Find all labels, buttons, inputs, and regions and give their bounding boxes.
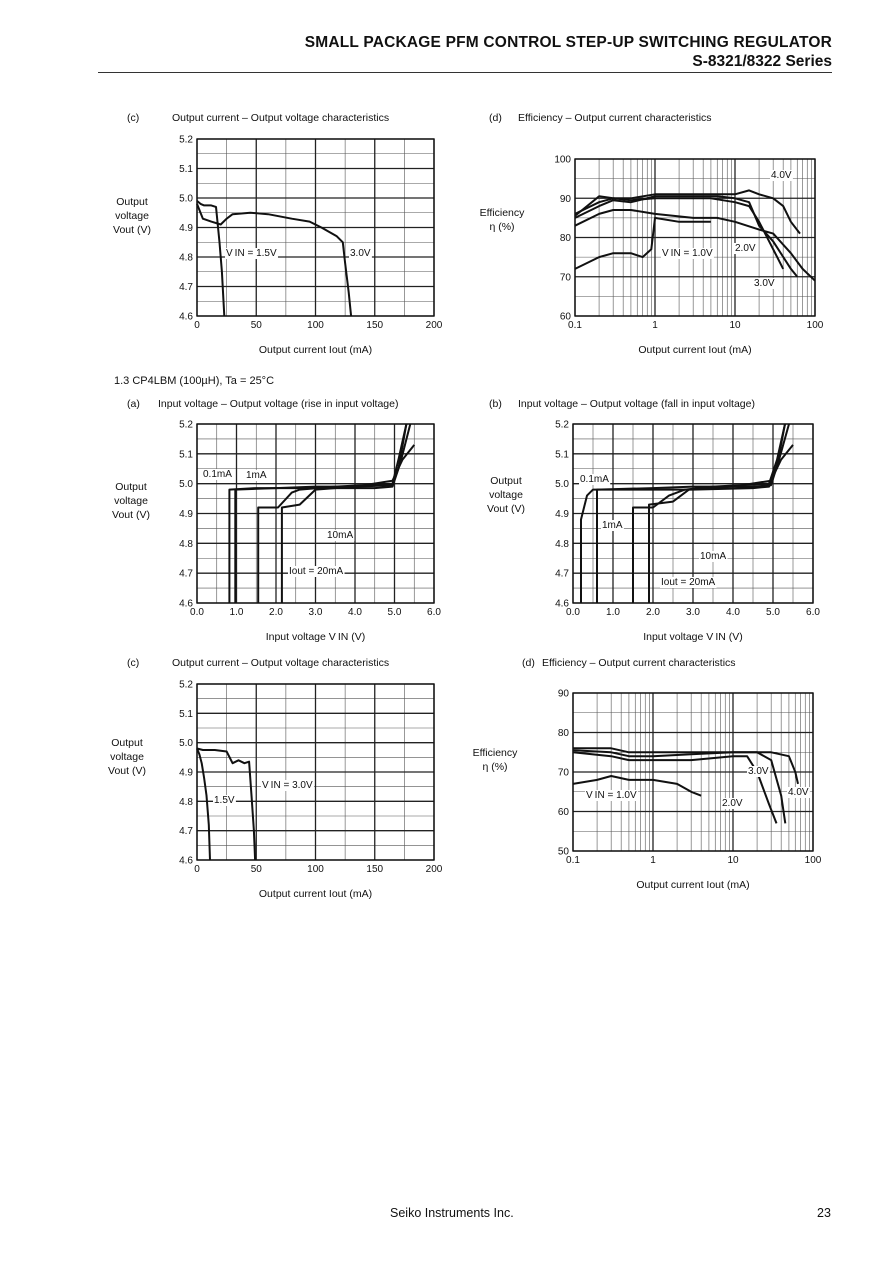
- series-annotation: 1mA: [602, 520, 623, 531]
- series-annotation: 1.5V: [214, 795, 235, 806]
- chart-title: Efficiency – Output current characteristics: [542, 657, 736, 669]
- x-tick-label: 6.0: [427, 607, 441, 618]
- y-axis-label: Output: [115, 481, 147, 493]
- y-tick-label: 5.1: [179, 449, 193, 461]
- series-annotation: 4.0V: [771, 170, 792, 181]
- x-tick-label: 5.0: [766, 607, 780, 618]
- series-annotation: 4.0V: [788, 787, 809, 798]
- chart-letter: (c): [127, 657, 140, 669]
- chart-a2: [112, 398, 441, 643]
- chart-title: Input voltage – Output voltage (rise in input voltage): [158, 398, 399, 410]
- series-line: [197, 749, 210, 861]
- y-axis-label: Output: [111, 737, 143, 749]
- y-tick-label: 5.0: [555, 479, 569, 491]
- series-annotation: 0.1mA: [203, 469, 232, 480]
- chart-grid: [197, 684, 434, 860]
- chart-c2: [108, 657, 443, 900]
- chart-letter: (a): [127, 398, 140, 410]
- x-tick-label: 200: [425, 320, 443, 331]
- x-tick-label: 1.0: [229, 607, 244, 618]
- chart-title: Efficiency – Output current characteristics: [518, 112, 712, 124]
- x-tick-label: 0.0: [190, 607, 204, 618]
- x-tick-label: 0: [194, 864, 200, 875]
- y-tick-label: 80: [557, 728, 569, 739]
- x-axis-label: Output current Iout (mA): [258, 344, 373, 356]
- x-tick-label: 200: [425, 864, 443, 875]
- footer-company: Seiko Instruments Inc.: [390, 1206, 514, 1220]
- y-tick-label: 4.9: [179, 767, 193, 779]
- x-tick-label: 100: [806, 320, 824, 331]
- y-tick-label: 90: [557, 688, 569, 700]
- y-axis-label: Output: [490, 475, 522, 487]
- y-tick-label: 5.2: [179, 679, 193, 691]
- chart-letter: (b): [489, 398, 502, 410]
- x-axis-label: Input voltage V IN (V): [643, 631, 743, 643]
- chart-d1: [480, 112, 824, 356]
- y-axis-label: voltage: [114, 495, 148, 507]
- series-annotation: Iout = 20mA: [289, 566, 344, 577]
- x-tick-label: 1: [652, 320, 658, 331]
- chart-title: Output current – Output voltage characteristics: [172, 112, 390, 124]
- series-line: [197, 201, 224, 316]
- y-tick-label: 5.2: [555, 419, 569, 431]
- x-tick-label: 3.0: [686, 607, 700, 618]
- y-axis-label: voltage: [110, 751, 144, 763]
- y-tick-label: 4.7: [179, 826, 193, 838]
- chart-grid: [573, 693, 813, 851]
- x-tick-label: 4.0: [348, 607, 362, 618]
- x-tick-label: 5.0: [387, 607, 402, 618]
- series-annotation: 3.0V: [754, 278, 775, 289]
- y-tick-label: 5.2: [179, 419, 193, 431]
- series-annotation: 0.1mA: [580, 474, 609, 485]
- series-line: [575, 196, 797, 276]
- x-axis-label: Input voltage V IN (V): [265, 631, 366, 643]
- section-label: 1.3 CP4LBM (100µH), Ta = 25°C: [114, 375, 275, 387]
- series-annotation: 3.0V: [350, 248, 371, 259]
- x-tick-label: 3.0: [308, 607, 323, 618]
- y-tick-label: 4.8: [179, 796, 193, 808]
- y-axis-label: Efficiency: [472, 747, 518, 759]
- chart-grid: [575, 159, 815, 316]
- x-tick-label: 1.0: [606, 607, 620, 618]
- header-series: S-8321/8322 Series: [692, 53, 832, 70]
- chart-b2: [487, 398, 820, 643]
- chart-letter: (c): [127, 112, 140, 124]
- series-annotation: V IN = 1.0V: [662, 248, 713, 259]
- series-line: [573, 752, 777, 823]
- y-tick-label: 4.7: [179, 282, 193, 293]
- y-tick-label: 5.0: [179, 193, 193, 205]
- series-annotation: Iout = 20mA: [661, 577, 716, 588]
- series-annotation: V IN = 1.0V: [586, 790, 637, 801]
- x-tick-label: 0: [194, 320, 200, 331]
- x-tick-label: 0.1: [568, 320, 582, 331]
- y-axis-label: Efficiency: [479, 207, 525, 219]
- x-tick-label: 10: [727, 855, 739, 866]
- series-line: [575, 218, 711, 269]
- y-tick-label: 5.2: [179, 134, 193, 146]
- y-tick-label: 4.7: [555, 568, 569, 580]
- y-tick-label: 4.8: [179, 538, 193, 550]
- series-annotation: 2.0V: [722, 798, 743, 809]
- x-axis-label: Output current Iout (mA): [258, 888, 373, 900]
- y-tick-label: 60: [559, 311, 571, 323]
- y-tick-label: 90: [559, 193, 571, 205]
- y-axis-label: η (%): [489, 221, 515, 233]
- x-tick-label: 100: [307, 320, 324, 331]
- chart-c1: [113, 112, 443, 356]
- series-annotation: 1mA: [246, 470, 267, 481]
- y-tick-label: 80: [559, 233, 571, 244]
- x-axis-label: Output current Iout (mA): [638, 344, 752, 356]
- y-tick-label: 4.6: [179, 311, 193, 323]
- y-axis-label: Vout (V): [487, 503, 525, 515]
- chart-title: Input voltage – Output voltage (fall in input voltage): [518, 398, 755, 410]
- y-tick-label: 4.8: [555, 538, 569, 550]
- chart-d2: [473, 657, 822, 891]
- y-axis-label: Output: [116, 196, 148, 208]
- x-tick-label: 6.0: [806, 607, 820, 618]
- y-tick-label: 4.9: [555, 509, 569, 520]
- y-tick-label: 4.9: [179, 509, 193, 520]
- x-tick-label: 100: [307, 864, 324, 875]
- y-tick-label: 60: [557, 807, 569, 818]
- series-annotation: V IN = 3.0V: [262, 780, 313, 791]
- x-axis-label: Output current Iout (mA): [636, 879, 750, 891]
- x-tick-label: 100: [804, 855, 822, 866]
- y-axis-label: Vout (V): [112, 509, 150, 521]
- x-tick-label: 2.0: [646, 607, 660, 618]
- x-tick-label: 0.0: [566, 607, 580, 618]
- y-axis-label: voltage: [489, 489, 523, 501]
- x-tick-label: 4.0: [726, 607, 740, 618]
- y-tick-label: 4.8: [179, 252, 193, 264]
- y-tick-label: 100: [554, 154, 571, 166]
- chart-letter: (d): [522, 657, 535, 669]
- series-line: [573, 750, 785, 823]
- y-axis-label: Vout (V): [113, 224, 151, 236]
- x-tick-label: 50: [250, 864, 262, 875]
- x-tick-label: 50: [250, 320, 262, 331]
- page-number: 23: [817, 1206, 831, 1220]
- y-tick-label: 70: [557, 767, 569, 779]
- series-annotation: V IN = 1.5V: [226, 248, 277, 259]
- series-annotation: 10mA: [327, 530, 354, 541]
- y-axis-label: Vout (V): [108, 765, 146, 777]
- y-tick-label: 4.6: [179, 598, 193, 610]
- chart-grid: [197, 139, 434, 316]
- x-tick-label: 10: [729, 320, 741, 331]
- series-line: [575, 210, 815, 281]
- x-tick-label: 150: [366, 864, 384, 875]
- y-tick-label: 4.6: [179, 855, 193, 867]
- y-tick-label: 5.0: [179, 479, 193, 491]
- y-tick-label: 70: [559, 272, 571, 284]
- y-axis-label: voltage: [115, 210, 149, 222]
- series-annotation: 10mA: [700, 551, 727, 562]
- x-tick-label: 0.1: [566, 855, 580, 866]
- x-tick-label: 2.0: [269, 607, 283, 618]
- y-tick-label: 4.7: [179, 568, 193, 580]
- y-tick-label: 5.1: [179, 164, 193, 175]
- header-title: SMALL PACKAGE PFM CONTROL STEP-UP SWITCHING REGULATOR: [304, 34, 832, 51]
- chart-letter: (d): [489, 112, 502, 124]
- y-tick-label: 4.9: [179, 223, 193, 234]
- y-axis-label: η (%): [482, 761, 508, 773]
- x-tick-label: 1: [650, 855, 656, 866]
- y-tick-label: 5.1: [179, 708, 193, 720]
- series-annotation: 2.0V: [735, 243, 756, 254]
- series-annotation: 3.0V: [748, 766, 769, 777]
- chart-title: Output current – Output voltage characteristics: [172, 657, 390, 669]
- y-tick-label: 50: [557, 846, 569, 858]
- y-tick-label: 5.1: [555, 449, 569, 461]
- y-tick-label: 5.0: [179, 738, 193, 750]
- x-tick-label: 150: [366, 320, 384, 331]
- y-tick-label: 4.6: [555, 598, 569, 610]
